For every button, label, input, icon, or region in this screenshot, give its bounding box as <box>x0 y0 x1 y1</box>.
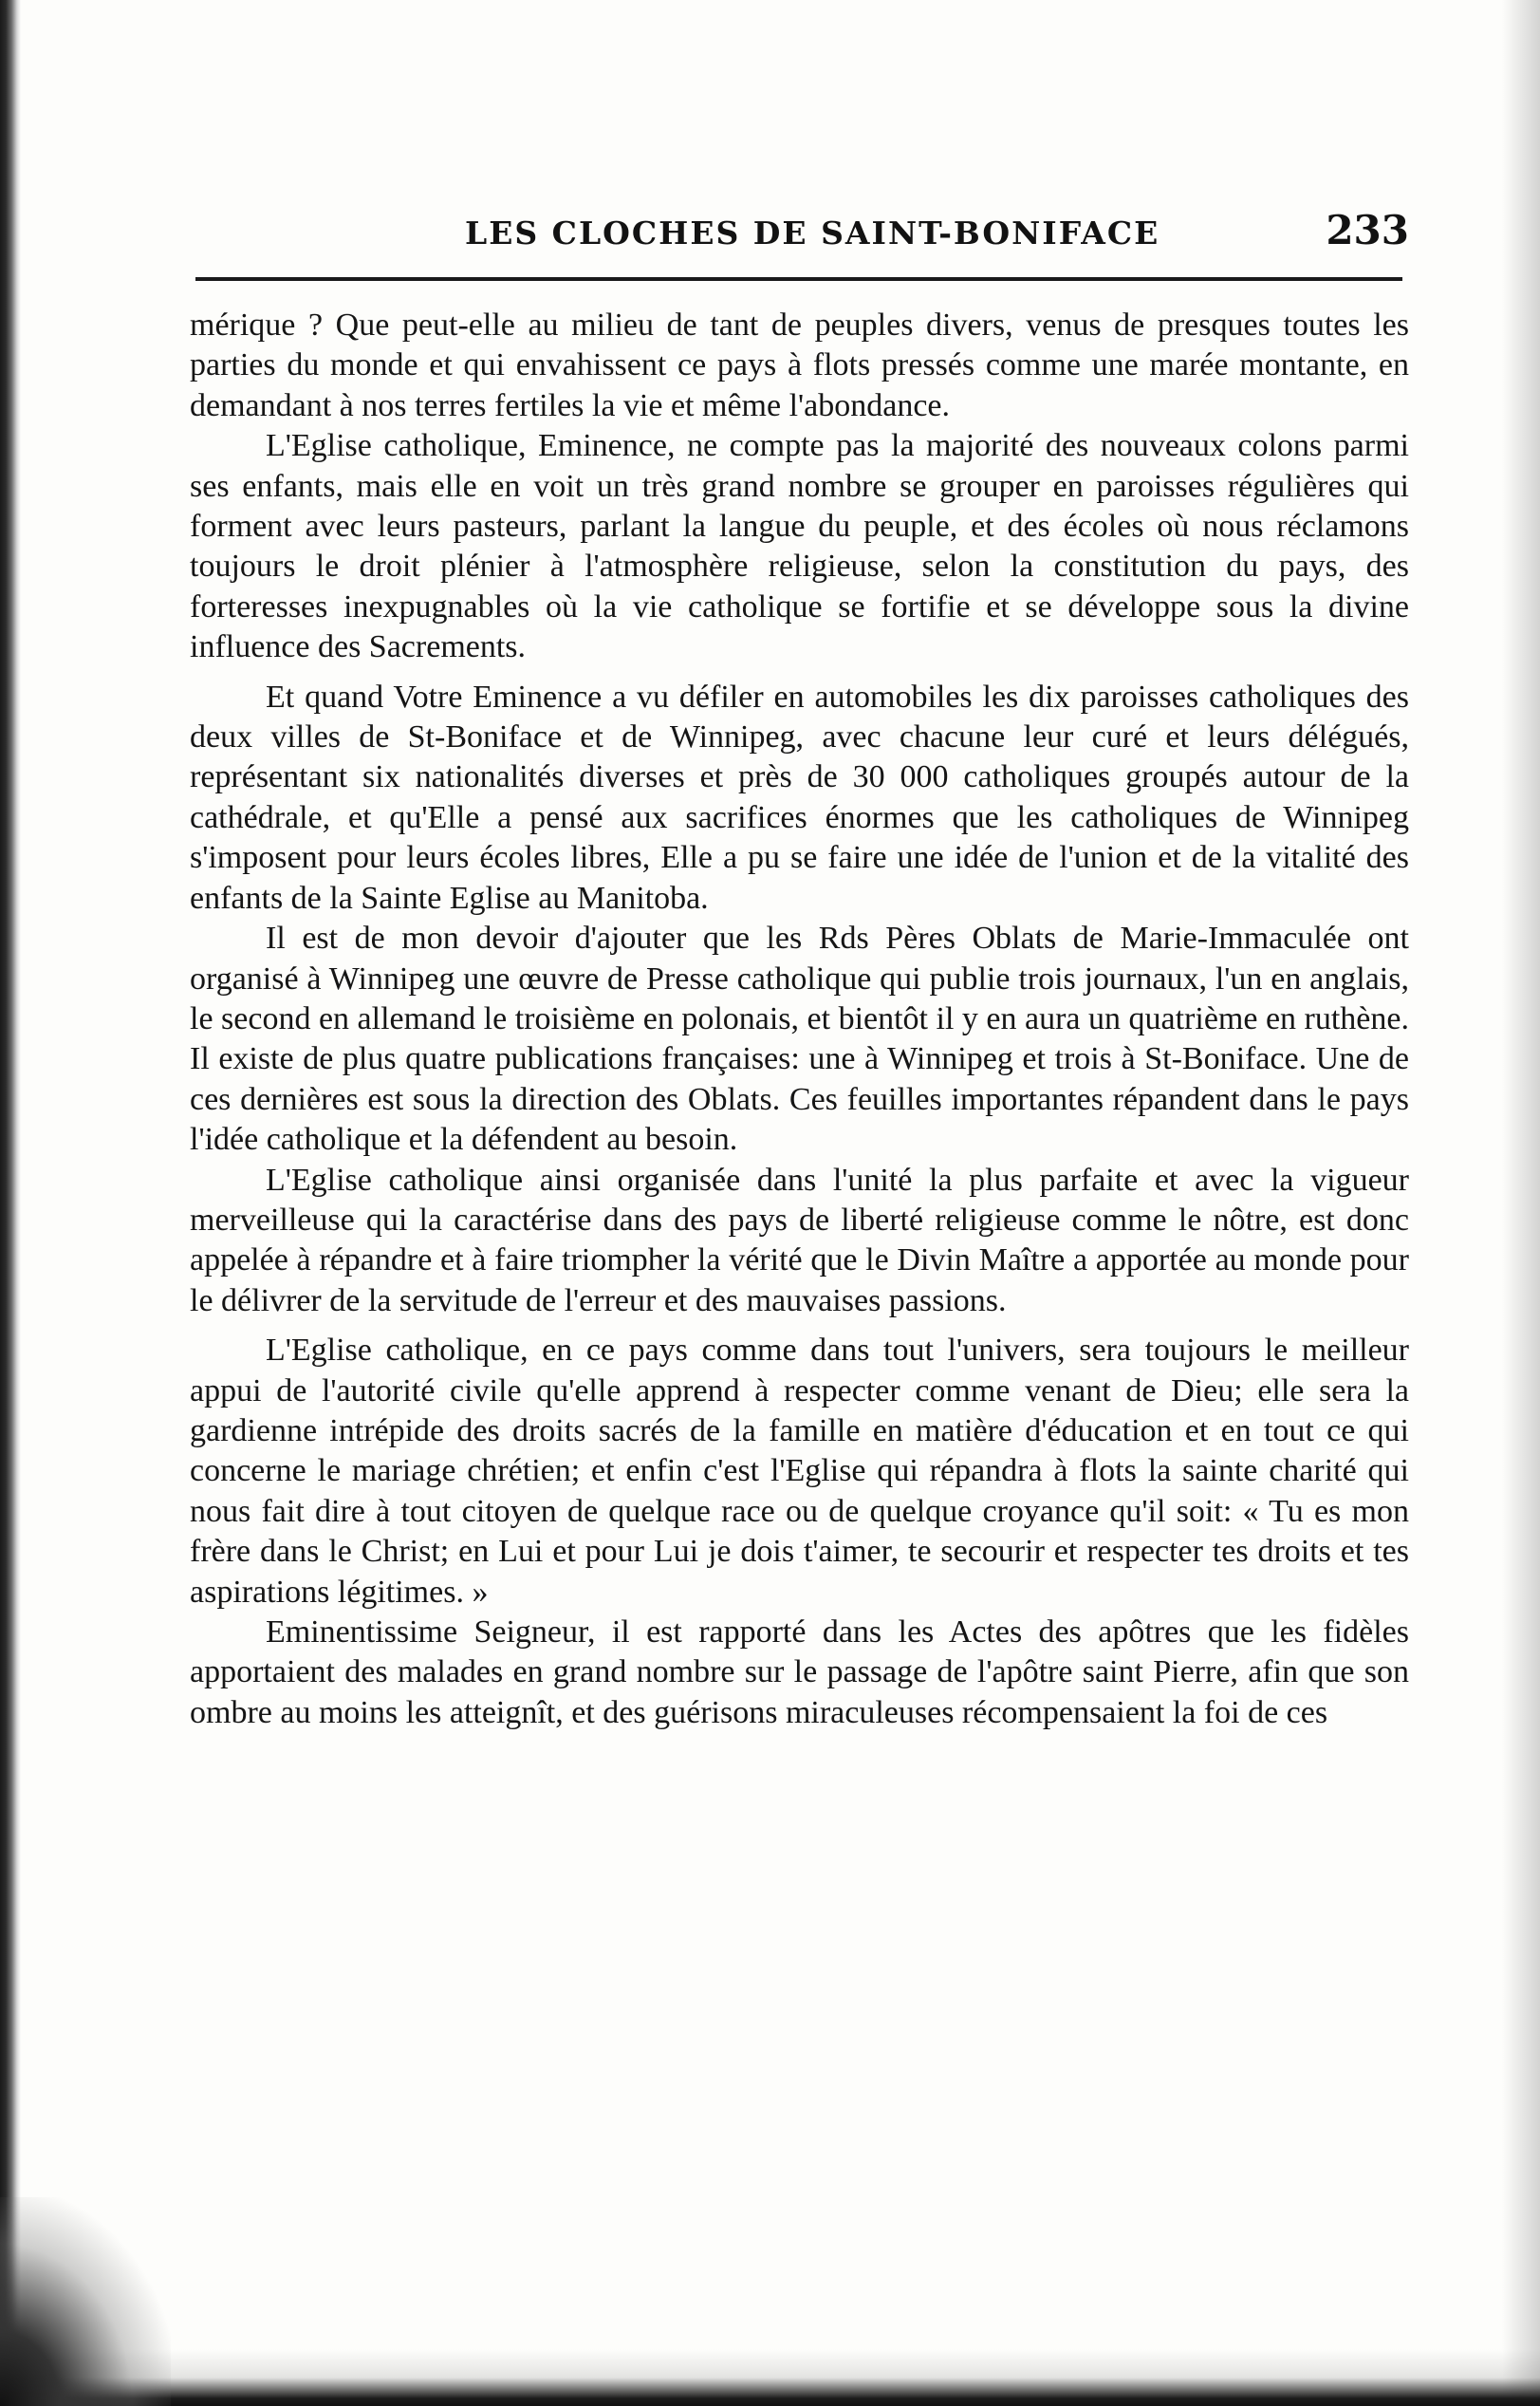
bottom-corner-smudge <box>0 2197 171 2406</box>
paragraph: Et quand Votre Eminence a vu défiler en automobiles les dix paroisses catholiques des deux villes de St-Boniface et de Winnipeg, avec chacune leur curé et leurs délégués, représentant six nationalités diverses et près de 30 000 catholiques groupés autour de la cathédrale, et qu'Elle a pensé aux sacrifices énormes que les catholiques de Winnipeg s'imposent pour leurs écoles libres, Elle a pu se faire une idée de l'union et de la vitalité des enfants de la Sainte Eglise au Manitoba. <box>190 679 1409 916</box>
paragraph: L'Eglise catholique ainsi organisée dans l'unité la plus parfaite et avec la vigueur merveilleuse qui la caractérise dans des pays de liberté religieuse comme le nôtre, est donc appelée à répandre et à faire triompher la vérité que le Divin Maître a apportée au monde pour le délivrer de la servitude de l'erreur et des mauvaises passions. <box>190 1162 1409 1318</box>
paragraph-continued: mérique ? Que peut-elle au milieu de tant de peuples divers, venus de presques toutes les parties du monde et qui envahissent ce pays à flots pressés comme une marée montante, en demandant à nos terres fertiles la vie et même l'abondance. <box>190 308 1409 423</box>
page-header <box>190 207 1409 264</box>
binding-edge-shadow <box>0 0 21 2406</box>
running-title: LES CLOCHES DE SAINT-BONIFACE <box>465 214 1160 252</box>
body-text <box>190 306 1409 2137</box>
paragraph: Eminentissime Seigneur, il est rapporté dans les Actes des apôtres que les fidèles apportaient des malades en grand nombre sur le passage de l'apôtre saint Pierre, afin que son ombre au moins les atteignît, et des guérisons miraculeuses récompensaient la foi de ces <box>190 1614 1409 1730</box>
paragraph: L'Eglise catholique, en ce pays comme dans tout l'univers, sera toujours le meilleur appui de l'autorité civile qu'elle apprend à respecter comme venant de Dieu; elle sera la gardienne intrépide des droits sacrés de la famille en matière d'éducation et en tout ce qui concerne le mariage chrétien; et enfin c'est l'Eglise qui répandra à flots la sainte charité qui nous fait dire à tout citoyen de quelque race ou de quelque croyance qu'il soit: « Tu es mon frère dans le Christ; en Lui et pour Lui je dois t'aimer, te secourir et respecter tes droits et tes aspirations légitimes. » <box>190 1333 1409 1610</box>
paragraph: Il est de mon devoir d'ajouter que les Rds Pères Oblats de Marie-Immaculée ont organisé à Winnipeg une œuvre de Presse catholique qui publie trois journaux, l'un en anglais, le second en allemand le troisième en polonais, et bientôt il y en aura un quatrième en ruthène. Il existe de plus quatre publications françaises: une à Winnipeg et trois à St-Boniface. Une de ces dernières est sous la direction des Oblats. Ces feuilles importantes répandent dans le pays l'idée catholique et la défendent au besoin. <box>190 921 1409 1158</box>
header-rule <box>195 277 1402 281</box>
page-number: 233 <box>1326 207 1409 253</box>
paragraph: L'Eglise catholique, Eminence, ne compte pas la majorité des nouveaux colons parmi ses enfants, mais elle en voit un très grand nombre se grouper en paroisses régulières qui forment avec leurs pasteurs, parlant la langue du peuple, et des écoles où nous réclamons toujours le droit plénier à l'atmosphère religieuse, selon la constitution du pays, des forteresses inexpugnables où la vie catholique se fortifie et se développe sous la divine influence des Sacrements. <box>190 428 1409 665</box>
bottom-edge-shadow <box>0 2349 1540 2406</box>
page-edge-shadow <box>1502 0 1540 2406</box>
